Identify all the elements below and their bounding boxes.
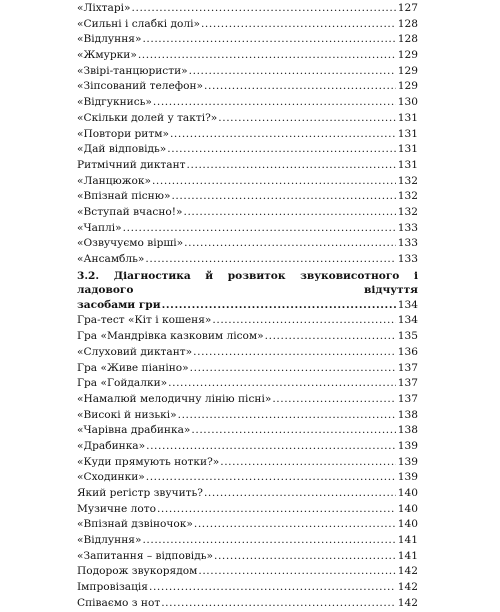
section-page-number: 134 xyxy=(397,298,418,311)
toc-entry xyxy=(77,189,418,205)
dot-leader xyxy=(204,486,396,502)
toc-entry-title: «Запитання – відповідь» xyxy=(77,549,213,562)
toc-entry xyxy=(77,470,418,486)
toc-entry-page-number: 136 xyxy=(397,345,418,358)
toc-entry-page-number: 127 xyxy=(397,2,418,14)
toc-entry xyxy=(77,517,418,533)
dot-leader xyxy=(153,95,396,111)
toc-entries-before xyxy=(77,1,418,268)
toc-entry xyxy=(77,423,418,439)
toc-entry-title: «Дай відповідь» xyxy=(77,143,167,156)
toc-entry-title: Музичне лото xyxy=(77,502,156,515)
toc-entry-title: «Вступай вчасно!» xyxy=(77,205,183,218)
toc-entry xyxy=(77,252,418,268)
toc-entry-page-number: 131 xyxy=(397,143,418,156)
toc-entry-page-number: 131 xyxy=(397,158,418,171)
toc-entries-after xyxy=(77,313,418,611)
toc-entry xyxy=(77,502,418,518)
toc-entry-page-number: 140 xyxy=(397,502,418,515)
toc-entry-title: Гра «Мандрівка казковим лісом» xyxy=(77,330,264,343)
toc-entry-title: «Озвучуємо вірші» xyxy=(77,237,184,250)
toc-entry-title: «Ланцюжок» xyxy=(77,174,151,187)
dot-leader xyxy=(145,252,396,268)
dot-leader xyxy=(146,470,396,486)
toc-entry-page-number: 130 xyxy=(397,96,418,109)
dot-leader xyxy=(178,408,396,424)
dot-leader xyxy=(184,236,396,252)
toc-entry-title: «Скільки долей у такті?» xyxy=(77,111,218,124)
dot-leader xyxy=(149,580,396,596)
dot-leader xyxy=(198,564,396,580)
toc-entry xyxy=(77,79,418,95)
dot-leader xyxy=(194,517,396,533)
toc-entry-title: «Зіпсований телефон» xyxy=(77,80,204,93)
toc-entry xyxy=(77,95,418,111)
toc-entry-page-number: 129 xyxy=(397,80,418,93)
toc-entry-title: Співаємо з нот xyxy=(77,596,161,609)
toc-entry-page-number: 139 xyxy=(397,471,418,484)
toc-entry xyxy=(77,236,418,252)
toc-entry-title: Гра «Гойдалки» xyxy=(77,377,168,390)
dot-leader xyxy=(193,345,396,361)
toc-entry-title: «Відлуння» xyxy=(77,534,142,547)
toc-entry-page-number: 139 xyxy=(397,455,418,468)
toc-entry-page-number: 139 xyxy=(397,439,418,452)
toc-entry-title: Який регістр звучить? xyxy=(77,487,203,500)
toc-entry-title: «Драбинка» xyxy=(77,439,146,452)
toc-entry-page-number: 142 xyxy=(397,581,418,594)
toc-entry-title: «Відлуння» xyxy=(77,33,142,46)
toc-entry-page-number: 138 xyxy=(397,424,418,437)
toc-entry-page-number: 129 xyxy=(397,64,418,77)
dot-leader xyxy=(157,502,396,518)
toc-entry xyxy=(77,174,418,190)
toc-entry-title: «Відгукнись» xyxy=(77,96,152,109)
toc-entry xyxy=(77,1,418,17)
toc-entry-page-number: 141 xyxy=(397,534,418,547)
toc-entry-page-number: 142 xyxy=(397,596,418,609)
toc-entry-title: «Повтори ритм» xyxy=(77,127,169,140)
dot-leader xyxy=(201,17,396,33)
toc-entry-page-number: 133 xyxy=(397,237,418,250)
toc-entry-title: «Впізнай дзвіночок» xyxy=(77,518,193,531)
toc-entry xyxy=(77,329,418,345)
dot-leader xyxy=(168,376,396,392)
toc-entry xyxy=(77,111,418,127)
toc-entry-page-number: 142 xyxy=(397,565,418,578)
toc-entry xyxy=(77,533,418,549)
toc-entry-title: Гра «Живе піаніно» xyxy=(77,361,189,374)
toc-entry-page-number: 131 xyxy=(397,111,418,124)
toc-entry-page-number: 129 xyxy=(397,49,418,62)
dot-leader xyxy=(138,48,396,64)
toc-entry-page-number: 140 xyxy=(397,518,418,531)
toc-entry xyxy=(77,455,418,471)
toc-entry-page-number: 137 xyxy=(397,377,418,390)
toc-entry-title: Ритмічний диктант xyxy=(77,158,186,171)
toc-entry xyxy=(77,439,418,455)
toc-entry xyxy=(77,142,418,158)
toc-entry xyxy=(77,345,418,361)
toc-section-heading xyxy=(77,269,418,313)
section-title-line1: 3.2. Діагностика й розвиток звуковисотного і ладового відчуття xyxy=(77,269,418,297)
toc-entry-title: «Жмурки» xyxy=(77,49,137,62)
toc-entry-title: «Куди прямують нотки?» xyxy=(77,455,220,468)
toc-entry xyxy=(77,64,418,80)
toc-entry-title: «Впізнай пісню» xyxy=(77,190,171,203)
toc-entry xyxy=(77,361,418,377)
toc-entry-page-number: 134 xyxy=(397,314,418,327)
toc-entry xyxy=(77,17,418,33)
toc-entry-page-number: 137 xyxy=(397,392,418,405)
toc-entry-title: Імпровізація xyxy=(77,581,148,594)
toc-entry xyxy=(77,564,418,580)
dot-leader xyxy=(212,313,396,329)
toc-entry-page-number: 132 xyxy=(397,205,418,218)
toc-entry-title: «Ансамбль» xyxy=(77,253,145,265)
toc-entry-title: «Чарівна драбинка» xyxy=(77,424,191,437)
toc-entry xyxy=(77,408,418,424)
dot-leader xyxy=(167,142,396,158)
toc-entry xyxy=(77,486,418,502)
toc-entry xyxy=(77,205,418,221)
toc-entry-title: «Слуховий диктант» xyxy=(77,345,193,358)
toc-entry-title: «Сходинки» xyxy=(77,471,145,484)
dot-leader xyxy=(132,1,396,17)
dot-leader xyxy=(265,329,396,345)
toc-entry-page-number: 137 xyxy=(397,361,418,374)
toc-entry-title: «Звірі-танцюристи» xyxy=(77,64,188,77)
dot-leader xyxy=(214,549,396,565)
dot-leader xyxy=(171,189,396,205)
toc-entry-title: «Намалюй мелодичну лінію пісні» xyxy=(77,392,272,405)
toc-entry-title: «Високі й низькі» xyxy=(77,408,177,421)
toc-entry-page-number: 132 xyxy=(397,190,418,203)
toc-entry-page-number: 133 xyxy=(397,253,418,265)
dot-leader xyxy=(191,423,396,439)
toc-entry-page-number: 140 xyxy=(397,487,418,500)
dot-leader xyxy=(204,79,396,95)
dot-leader xyxy=(187,158,396,174)
toc-entry xyxy=(77,32,418,48)
section-title-line2: засобами гри xyxy=(77,298,161,311)
toc-entry-title: Гра-тест «Кіт і кошеня» xyxy=(77,314,212,327)
toc-entry xyxy=(77,392,418,408)
table-of-contents xyxy=(77,1,418,612)
toc-entry xyxy=(77,596,418,612)
dot-leader xyxy=(123,221,396,237)
toc-entry-page-number: 131 xyxy=(397,127,418,140)
toc-entry-title: «Чаплі» xyxy=(77,221,122,234)
toc-entry xyxy=(77,221,418,237)
dot-leader xyxy=(189,64,396,80)
dot-leader xyxy=(220,455,396,471)
dot-leader xyxy=(146,439,396,455)
toc-entry-page-number: 138 xyxy=(397,408,418,421)
toc-entry-page-number: 141 xyxy=(397,549,418,562)
toc-entry-page-number: 133 xyxy=(397,221,418,234)
toc-entry xyxy=(77,158,418,174)
toc-entry xyxy=(77,376,418,392)
dot-leader xyxy=(218,111,396,127)
toc-entry-title: Подорож звукорядом xyxy=(77,565,198,578)
toc-entry-page-number: 132 xyxy=(397,174,418,187)
dot-leader xyxy=(142,32,396,48)
toc-entry xyxy=(77,48,418,64)
toc-entry xyxy=(77,127,418,143)
dot-leader xyxy=(170,127,396,143)
dot-leader xyxy=(190,361,396,377)
toc-entry-page-number: 128 xyxy=(397,17,418,30)
dot-leader xyxy=(161,596,396,612)
toc-entry-page-number: 128 xyxy=(397,33,418,46)
toc-entry xyxy=(77,549,418,565)
dot-leader xyxy=(142,533,396,549)
dot-leader xyxy=(162,298,396,313)
dot-leader xyxy=(152,174,396,190)
toc-entry-title: «Сильні і слабкі долі» xyxy=(77,17,200,30)
toc-entry-page-number: 135 xyxy=(397,330,418,343)
toc-entry xyxy=(77,313,418,329)
dot-leader xyxy=(184,205,397,221)
section-title-line2-row xyxy=(77,298,418,313)
toc-entry-title: «Ліхтарі» xyxy=(77,2,131,14)
toc-entry xyxy=(77,580,418,596)
dot-leader xyxy=(272,392,396,408)
